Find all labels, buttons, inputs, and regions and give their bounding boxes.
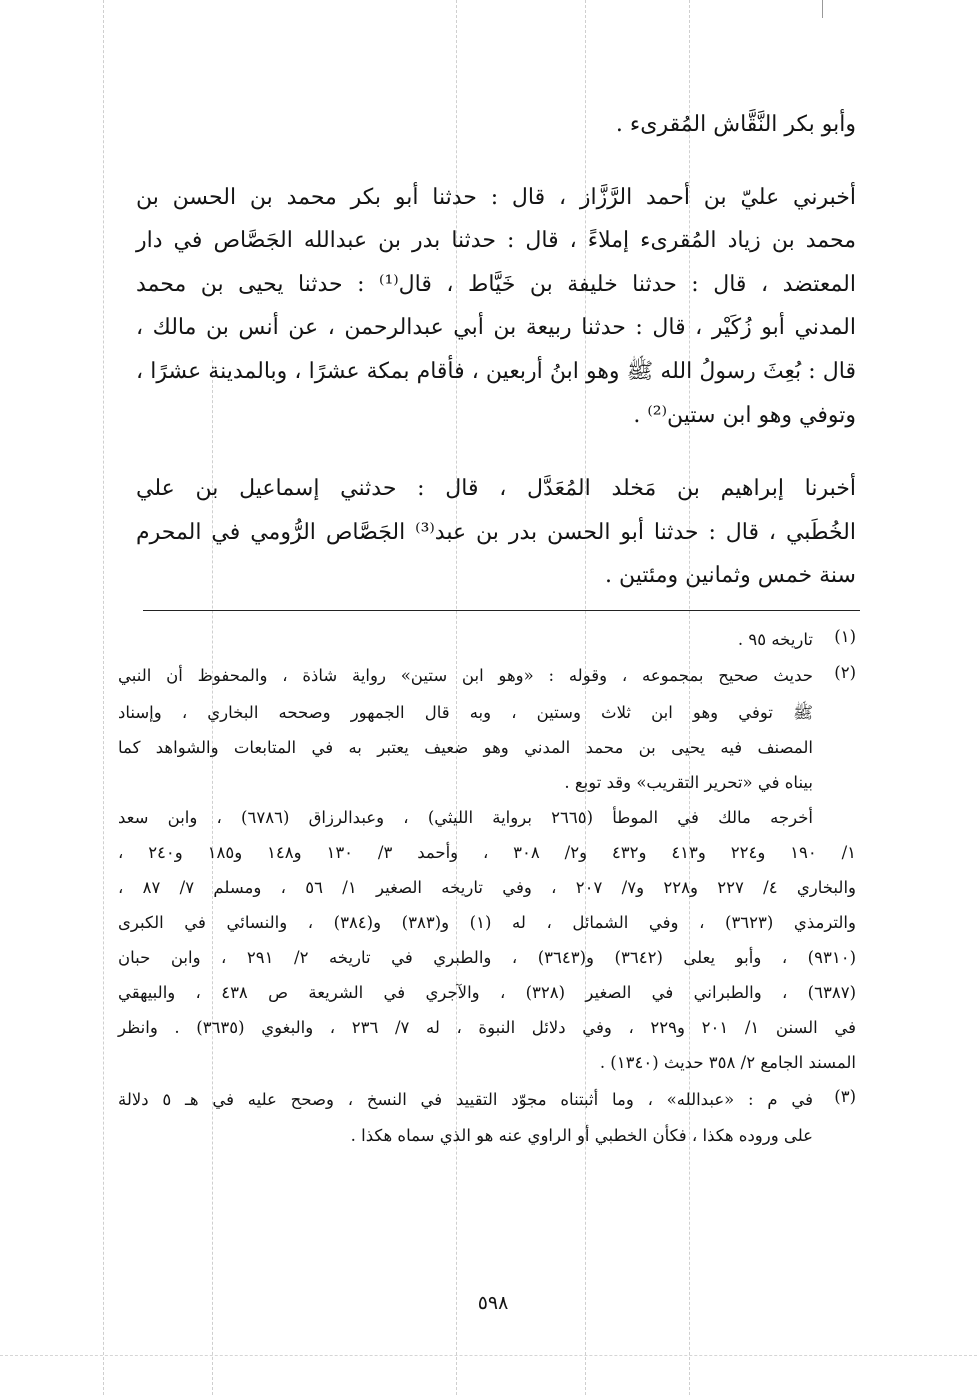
text-line: الخُطَبي ، قال : حدثنا أبو الحسن بدر بن عبد⁽³⁾ الجَصَّاص الرُّومي في المحرم <box>136 520 856 545</box>
text-line: وتوفي وهو ابن ستين⁽²⁾ . <box>633 403 856 428</box>
footnote-line: في السنن ١/ ٢٠١ و٢٢٩ ، وفي دلائل النبوة ، له ٧/ ٢٣٦ ، والبغوي (٣٦٣٥) . وانظر <box>118 1018 857 1037</box>
footnote-line: المسند الجامع ٢/ ٣٥٨ حديث (١٣٤٠) . <box>599 1053 856 1072</box>
footnote-line: ﷺ توفي وهو ابن ثلاث وستين ، وبه قال الجمهور وصححه البخاري ، وإسناد <box>118 703 813 722</box>
footnote-line: (٦٣٨٧) ، والطبراني في الصغير (٣٢٨) ، والآجري في الشريعة ص ٤٣٨ ، والبيهقي <box>118 983 857 1002</box>
text-line: أخبرني عليّ بن أحمد الرَّزَّاز ، قال : حدثنا أبو بكر محمد بن الحسن بن <box>136 185 856 210</box>
footnote-number: (٣) <box>834 1087 856 1106</box>
footnote-number: (٢) <box>834 663 856 682</box>
footnote-line: والبخاري ٤/ ٢٢٧ و٢٢٨ و٧/ ٢٠٧ ، وفي تاريخه الصغير ١/ ٥٦ ، ومسلم ٧/ ٨٧ ، <box>118 878 856 897</box>
scan-guide-line <box>103 0 104 1395</box>
text-line: المعتضد ، قال : حدثنا خليفة بن خَيَّاط ، قال⁽¹⁾ : حدثنا يحيى بن محمد <box>136 272 856 297</box>
text-line: وأبو بكر النَّقَّاش المُقرىء . <box>615 112 856 137</box>
footnote-line: المصنف فيه يحيى بن محمد المدني وهو ضعيف يعتبر به في المتابعات والشواهد كما <box>118 738 813 757</box>
footnote-line: والترمذي (٣٦٢٣) ، وفي الشمائل ، له (١) و(٣٨٣) و(٣٨٤) ، والنسائي في الكبرى <box>118 913 856 932</box>
crop-mark <box>822 0 823 18</box>
footnote-line: (٩٣١٠) ، وأبو يعلى (٣٦٤٢) و(٣٦٤٣) ، والطبري في تاريخه ٢/ ٢٩١ ، وابن حبان <box>118 948 856 967</box>
scan-guide-line <box>0 1355 977 1356</box>
footnote-number: (١) <box>834 627 856 646</box>
footnote-line: ١/ ١٩٠ و٢٢٤ و٤١٣ و٤٣٢ و٢/ ٣٠٨ ، وأحمد ٣/ ١٣٠ و١٤٨ و١٨٥ و٢٤٠ ، <box>118 843 857 862</box>
text-line: أخبرنا إبراهيم بن مَخلد المُعَدَّل ، قال : حدثني إسماعيل بن علي <box>136 476 856 501</box>
footnote-line: على وروده هكذا ، فكأن الخطبي أو الراوي عنه هو الذي سماه هكذا . <box>350 1126 813 1145</box>
footnote-line: حديث صحيح بمجموعه ، وقوله : «وهو ابن ستين» رواية شاذة ، والمحفوظ أن النبي <box>118 666 813 685</box>
text-line: سنة خمس وثمانين ومئتين . <box>605 563 856 588</box>
footnote-line: بيناه في «تحرير التقريب» وقد توبع . <box>564 773 813 792</box>
footnote-line: أخرجه مالك في الموطأ (٢٦٦٥ برواية الليثي) ، وعبدالرزاق (٦٧٨٦) ، وابن سعد <box>118 808 813 827</box>
text-line: قال : بُعِثَ رسولُ الله ﷺ وهو ابنُ أربعين ، فأقام بمكة عشرًا ، وبالمدينة عشرًا ، <box>136 359 856 384</box>
footnote-separator <box>143 610 860 611</box>
footnote-line: في م : «عبدالله» ، وما أثبتناه مجوّد التقييد في النسخ ، وصحح عليه في هـ ٥ دلالة <box>118 1090 813 1109</box>
footnote-line: تاريخه ٩٥ . <box>737 630 813 649</box>
text-line: المدني أبو زُكَيْر ، قال : حدثنا ربيعة بن أبي عبدالرحمن ، عن أنس بن مالك ، <box>136 315 856 340</box>
page-number: ٥٩٨ <box>477 1292 509 1314</box>
text-line: محمد بن زياد المُقرىء إملاءً ، قال : حدثنا بدر بن عبدالله الجَصَّاص في دار <box>136 228 856 253</box>
